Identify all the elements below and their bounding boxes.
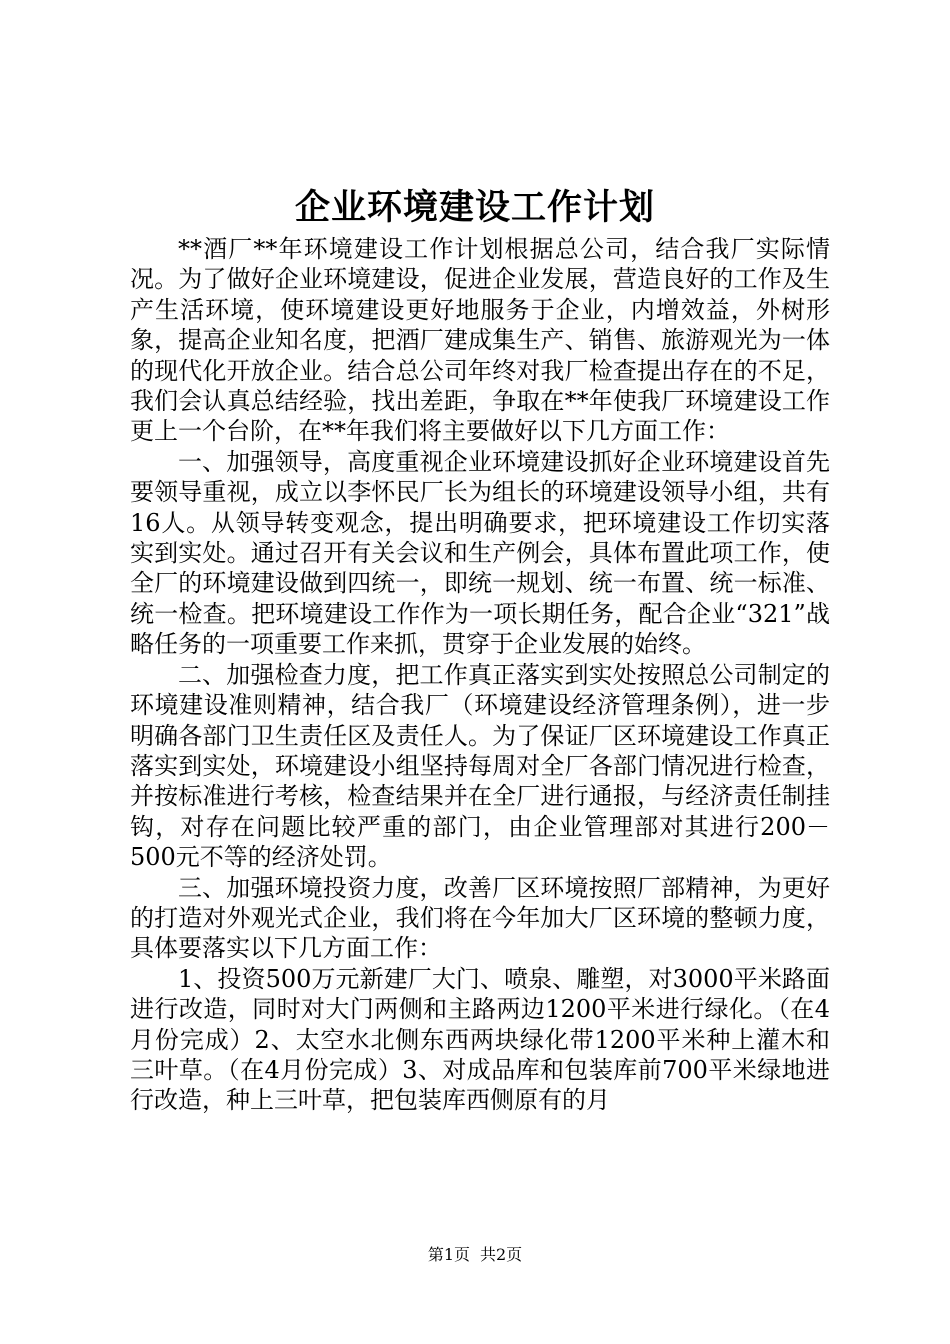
paragraph-intro: **酒厂**年环境建设工作计划根据总公司，结合我厂实际情况。为了做好企业环境建设，促进企业发展，营造良好的工作及生产生活环境，使环境建设更好地服务于企业，内增效益，外树形象，提高企业知名度，把酒厂建成集生产、销售、旅游观光为一体的现代化开放企业。结合总公司年终对我厂检查提出存在的不足，我们会认真总结经验，找出差距，争取在**年使我厂环境建设工作更上一个台阶，在**年我们将主要做好以下几方面工作： [130,235,830,446]
paragraph-section-3: 三、加强环境投资力度，改善厂区环境按照厂部精神，为更好的打造对外观光式企业，我们将在今年加大厂区环境的整顿力度，具体要落实以下几方面工作： [130,873,830,963]
paragraph-section-2: 二、加强检查力度，把工作真正落实到实处按照总公司制定的环境建设准则精神，结合我厂（环境建设经济管理条例），进一步明确各部门卫生责任区及责任人。为了保证厂区环境建设工作真正落实到实处，环境建设小组坚持每周对全厂各部门情况进行检查，并按标准进行考核，检查结果并在全厂进行通报，与经济责任制挂钩，对存在问题比较严重的部门，由企业管理部对其进行200－500元不等的经济处罚。 [130,660,830,872]
paragraph-section-1: 一、加强领导，高度重视企业环境建设抓好企业环境建设首先要领导重视，成立以李怀民厂长为组长的环境建设领导小组，共有16人。从领导转变观念，提出明确要求，把环境建设工作切实落实到实处。通过召开有关会议和生产例会，具体布置此项工作，使全厂的环境建设做到四统一，即统一规划、统一布置、统一标准、统一检查。把环境建设工作作为一项长期任务，配合企业“321”战略任务的一项重要工作来抓，贯穿于企业发展的始终。 [130,447,830,659]
paragraph-section-3-items: 1、投资500万元新建厂大门、喷泉、雕塑，对3000平米路面进行改造，同时对大门两侧和主路两边1200平米进行绿化。（在4月份完成）2、太空水北侧东西两块绿化带1200平米种上灌木和三叶草。（在4月份完成）3、对成品库和包装库前700平米绿地进行改造，种上三叶草，把包装库西侧原有的月 [130,964,830,1115]
document-title: 企业环境建设工作计划 [294,187,655,228]
page-number: 第1页 [427,1245,470,1264]
document-body [130,234,830,1116]
page-footer [0,1243,950,1267]
page-total: 共2页 [480,1245,523,1264]
